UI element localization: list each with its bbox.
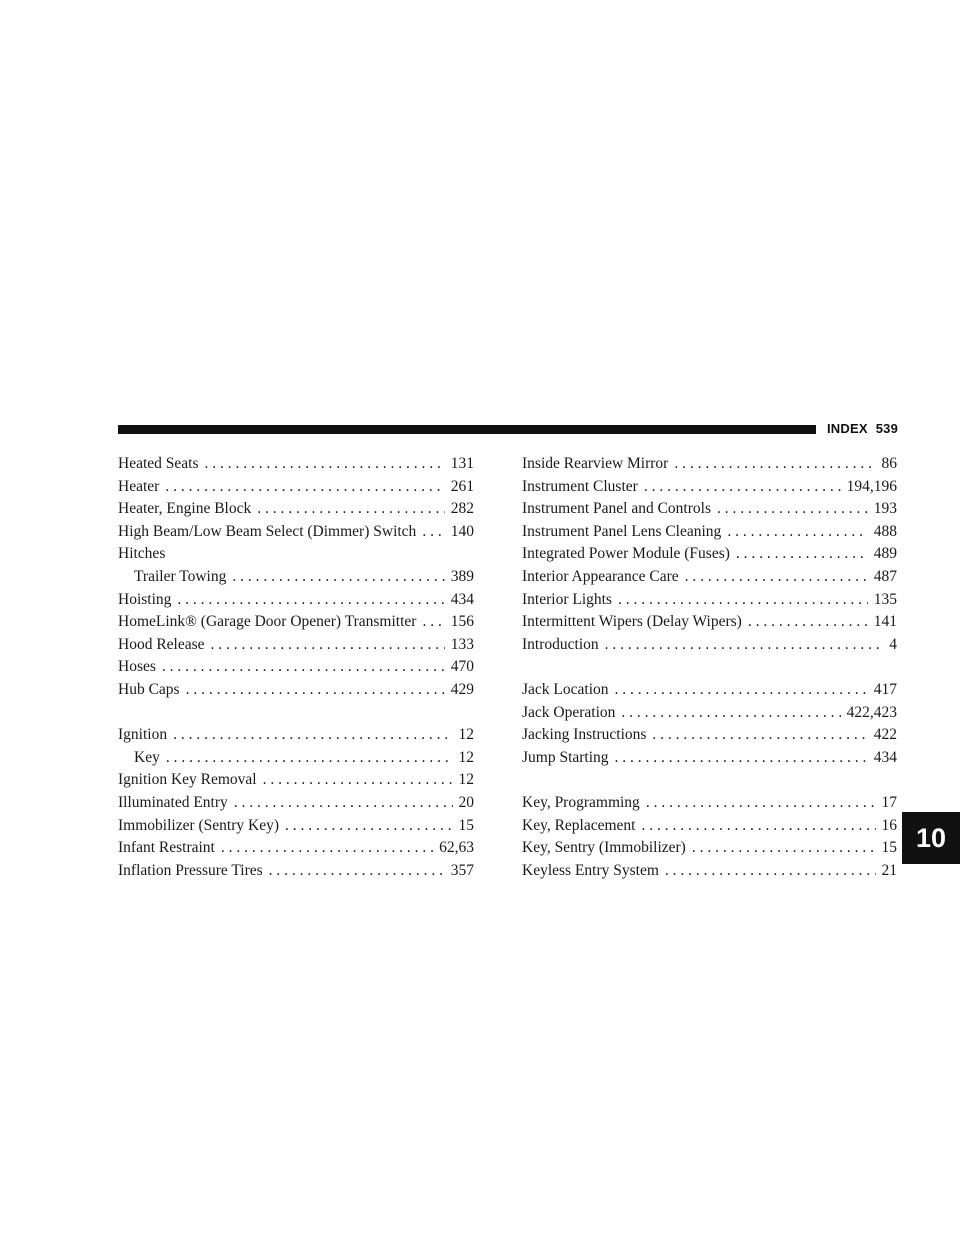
index-entry-page: 434 (450, 590, 474, 608)
index-entry (522, 679, 897, 702)
dot-leader (173, 724, 452, 747)
index-entry (118, 860, 474, 883)
index-entry-page: 12 (458, 771, 474, 789)
index-entry-label: Hoisting (118, 590, 172, 608)
index-entry-label: Heater (118, 477, 160, 495)
dot-leader (727, 521, 867, 544)
index-entry-page: 261 (450, 477, 474, 495)
dot-leader (263, 769, 453, 792)
index-entry (118, 769, 474, 792)
index-entry (522, 566, 897, 589)
index-entry-page: 156 (450, 613, 474, 631)
index-entry-label: Hub Caps (118, 680, 180, 698)
index-entry-label: Keyless Entry System (522, 861, 659, 879)
index-subentry (118, 747, 474, 770)
dot-leader (685, 566, 868, 589)
page-number: 539 (875, 421, 899, 436)
index-entry-label: Key, Replacement (522, 816, 636, 834)
header-rule (118, 425, 816, 434)
index-entry-page: 422 (873, 726, 897, 744)
dot-leader (177, 589, 444, 612)
index-entry (522, 589, 897, 612)
dot-leader (162, 656, 445, 679)
index-entry-page: 282 (450, 500, 474, 518)
index-entry (118, 815, 474, 838)
index-entry-label: Hoses (118, 658, 156, 676)
index-entry (522, 521, 897, 544)
dot-leader (234, 792, 453, 815)
dot-leader (621, 702, 840, 725)
index-entry-page: 12 (458, 748, 474, 766)
index-entry-label: Interior Appearance Care (522, 567, 679, 585)
index-entry-label: Key, Sentry (Immobilizer) (522, 839, 686, 857)
index-entry (118, 589, 474, 612)
dot-leader (165, 476, 444, 499)
dot-leader (674, 453, 875, 476)
index-entry-page: 470 (450, 658, 474, 676)
index-entry-label: Trailer Towing (134, 567, 227, 585)
dot-leader (736, 543, 868, 566)
index-entry (118, 453, 474, 476)
index-entry-page: 4 (889, 635, 897, 653)
index-entry-label: Inside Rearview Mirror (522, 455, 669, 472)
index-entry-page: 17 (881, 793, 897, 811)
dot-leader (186, 679, 445, 702)
index-column-left (118, 453, 474, 882)
index-entry (522, 543, 897, 566)
chapter-tab: 10 (902, 812, 960, 864)
index-entry-page: 15 (881, 839, 897, 857)
index-entry (522, 747, 897, 770)
index-entry (522, 702, 897, 725)
dot-leader (646, 792, 876, 815)
index-entry-page: 357 (450, 861, 474, 879)
dot-leader (615, 679, 868, 702)
dot-leader (257, 498, 445, 521)
index-entry (118, 611, 474, 634)
dot-leader (615, 747, 868, 770)
dot-leader (717, 498, 868, 521)
index-entry-label: HomeLink® (Garage Door Opener) Transmitter (118, 613, 417, 631)
dot-leader (204, 453, 444, 476)
index-entry-label: Instrument Panel and Controls (522, 500, 711, 518)
dot-leader (285, 815, 453, 838)
index-entry-page: 12 (458, 726, 474, 744)
index-entry-label: Heated Seats (118, 455, 199, 472)
dot-leader (232, 566, 444, 589)
index-entry-page: 86 (881, 455, 897, 472)
index-entry (118, 656, 474, 679)
running-header (827, 421, 898, 436)
index-entry (522, 792, 897, 815)
index-entry (118, 476, 474, 499)
index-entry-label: Hood Release (118, 635, 205, 653)
index-entry (118, 498, 474, 521)
index-entry-page: 193 (873, 500, 897, 518)
index-entry (118, 543, 474, 566)
dot-leader (211, 634, 445, 657)
index-entry (522, 815, 897, 838)
index-entry-page: 62,63 (439, 839, 474, 857)
index-entry-page: 16 (881, 816, 897, 834)
index-entry-label: Jacking Instructions (522, 726, 647, 744)
index-entry (118, 792, 474, 815)
index-entry-page: 422,423 (846, 703, 897, 721)
index-entry-label: Inflation Pressure Tires (118, 861, 263, 879)
index-entry-label: Infant Restraint (118, 839, 215, 857)
index-group-gap (522, 769, 897, 792)
index-entry-label: Key, Programming (522, 793, 640, 811)
index-entry (522, 453, 897, 476)
index-entry-label: Introduction (522, 635, 599, 653)
index-entry-label: Instrument Panel Lens Cleaning (522, 522, 722, 540)
index-entry-page: 21 (881, 861, 897, 879)
index-subentry (118, 566, 474, 589)
index-entry-label: Key (134, 748, 160, 766)
index-entry-page: 20 (458, 793, 474, 811)
index-entry (522, 498, 897, 521)
index-entry-label: Illuminated Entry (118, 793, 228, 811)
dot-leader (166, 747, 453, 770)
index-entry-page: 488 (873, 522, 897, 540)
index-entry-label: Interior Lights (522, 590, 612, 608)
index-entry (118, 634, 474, 657)
index-entry (118, 724, 474, 747)
index-entry-page: 135 (873, 590, 897, 608)
index-entry (522, 611, 897, 634)
index-column-right (522, 453, 897, 882)
dot-leader (641, 815, 875, 838)
index-entry (118, 679, 474, 702)
index-entry (118, 837, 474, 860)
index-entry-page: 487 (873, 567, 897, 585)
index-entry (522, 476, 897, 499)
index-entry-label: Ignition Key Removal (118, 771, 257, 789)
dot-leader (748, 611, 868, 634)
index-entry-label: Hitches (118, 545, 166, 563)
index-entry-page: 131 (450, 455, 474, 472)
index-entry-page: 429 (450, 680, 474, 698)
index-entry-page: 489 (873, 545, 897, 563)
index-entry-label: High Beam/Low Beam Select (Dimmer) Switch (118, 522, 417, 540)
index-entry-label: Jump Starting (522, 748, 609, 766)
dot-leader (692, 837, 876, 860)
index-entry (118, 521, 474, 544)
index-entry-page: 133 (450, 635, 474, 653)
section-title: INDEX (827, 421, 868, 436)
dot-leader (644, 476, 841, 499)
index-entry-page: 15 (458, 816, 474, 834)
index-entry-page: 417 (873, 680, 897, 698)
index-entry (522, 634, 897, 657)
dot-leader (605, 634, 884, 657)
index-entry (522, 837, 897, 860)
dot-leader (422, 611, 444, 634)
index-entry-page: 389 (450, 567, 474, 585)
dot-leader (665, 860, 876, 883)
dot-leader (221, 837, 433, 860)
index-entry-label: Ignition (118, 726, 168, 744)
index-entry-page: 140 (450, 522, 474, 540)
index-entry-label: Intermittent Wipers (Delay Wipers) (522, 613, 742, 631)
index-entry-label: Heater, Engine Block (118, 500, 252, 518)
index-entry-label: Jack Location (522, 680, 609, 698)
index-entry-page: 141 (873, 613, 897, 631)
index-entry-page: 434 (873, 748, 897, 766)
dot-leader (652, 724, 867, 747)
index-group-gap (522, 656, 897, 679)
dot-leader (269, 860, 445, 883)
index-entry-label: Immobilizer (Sentry Key) (118, 816, 279, 834)
dot-leader (618, 589, 868, 612)
dot-leader (422, 521, 444, 544)
index-group-gap (118, 702, 474, 725)
index-entry (522, 724, 897, 747)
index-entry-label: Integrated Power Module (Fuses) (522, 545, 730, 563)
index-entry-page: 194,196 (846, 477, 897, 495)
index-entry (522, 860, 897, 883)
index-entry-label: Instrument Cluster (522, 477, 638, 495)
index-entry-label: Jack Operation (522, 703, 616, 721)
